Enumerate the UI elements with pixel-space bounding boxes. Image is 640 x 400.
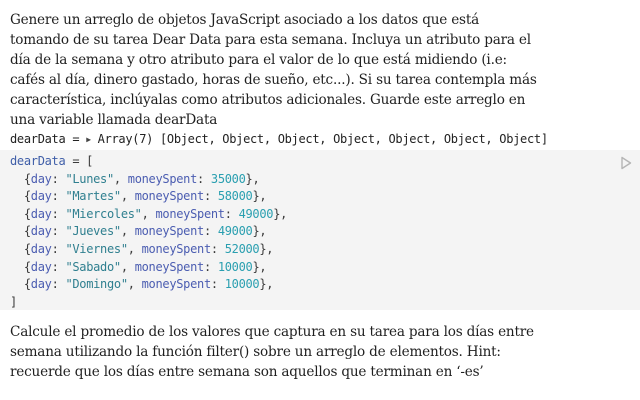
code-row: {day: "Lunes", moneySpent: 35000}, xyxy=(23,171,260,186)
code-key-money: moneySpent xyxy=(155,206,225,221)
code-key-money: moneySpent xyxy=(141,241,211,256)
code-key-day: day xyxy=(30,224,52,239)
code-money-value: 52000 xyxy=(224,241,260,256)
code-day-value: "Domingo" xyxy=(65,277,128,292)
code-key-day: day xyxy=(30,277,52,292)
code-row: {day: "Domingo", moneySpent: 10000}, xyxy=(23,277,274,292)
code-key-money: moneySpent xyxy=(134,189,204,204)
code-row: {day: "Miercoles", moneySpent: 49000}, xyxy=(23,206,288,221)
code-row: {day: "Martes", moneySpent: 58000}, xyxy=(23,189,267,204)
code-day-value: "Viernes" xyxy=(65,241,128,256)
expand-triangle-icon[interactable]: ▶ xyxy=(86,135,91,144)
code-key-day: day xyxy=(30,171,52,186)
code-key-money: moneySpent xyxy=(134,259,204,274)
output-equals: = xyxy=(65,132,87,146)
code-day-value: "Jueves" xyxy=(65,224,121,239)
code-key-money: moneySpent xyxy=(141,277,211,292)
exercise-paragraph xyxy=(10,322,540,382)
code-key-day: day xyxy=(30,259,52,274)
code-key-day: day xyxy=(30,206,52,221)
code-money-value: 58000 xyxy=(217,189,253,204)
code-money-value: 35000 xyxy=(210,171,246,186)
code-array-open: = [ xyxy=(65,154,94,168)
code-variable-name: dearData xyxy=(10,154,66,168)
code-money-value: 10000 xyxy=(217,259,253,274)
code-row: {day: "Viernes", moneySpent: 52000}, xyxy=(23,241,274,256)
code-array-close: ] xyxy=(10,294,17,309)
code-day-value: "Sabado" xyxy=(65,259,121,274)
output-array-summary[interactable]: Array(7) [Object, Object, Object, Object, Object, Object, Object] xyxy=(97,132,548,146)
code-row: {day: "Jueves", moneySpent: 49000}, xyxy=(23,224,267,239)
instruction-text: Genere un arreglo de objetos JavaScript asociado a los datos que está tomando de su tarea Dear Data para esta semana. Incluya un atributo para el día de la semana y otro atributo para el valor de lo que está midiendo (i.e: cafés al día, dinero gastado, horas de sueño, etc...). Si su tarea contempla más característica, inclúyalas como atributos adicionales. Guarde este arreglo en una variable llamada dearData xyxy=(10,12,537,128)
code-row: {day: "Sabado", moneySpent: 10000}, xyxy=(23,259,267,274)
code-day-value: "Martes" xyxy=(65,189,121,204)
code-key-money: moneySpent xyxy=(127,171,198,186)
code-editor[interactable] xyxy=(10,153,287,311)
code-key-day: day xyxy=(30,189,52,204)
code-day-value: "Miercoles" xyxy=(65,206,142,221)
code-key-day: day xyxy=(30,241,52,256)
code-cell[interactable] xyxy=(0,150,640,310)
code-day-value: "Lunes" xyxy=(65,171,114,186)
code-key-money: moneySpent xyxy=(134,224,204,239)
output-variable-name: dearData xyxy=(10,132,66,146)
instruction-paragraph xyxy=(10,10,540,130)
cell-output xyxy=(10,129,548,151)
code-money-value: 49000 xyxy=(217,224,253,239)
code-money-value: 49000 xyxy=(238,206,274,221)
play-icon[interactable] xyxy=(620,156,632,170)
exercise-text: Calcule el promedio de los valores que captura en su tarea para los días entre semana utilizando la función filter() sobre un arreglo de elementos. Hint: recuerde que los días entre semana son aquellos que terminan en ‘-es’ xyxy=(10,324,534,380)
code-money-value: 10000 xyxy=(224,277,260,292)
